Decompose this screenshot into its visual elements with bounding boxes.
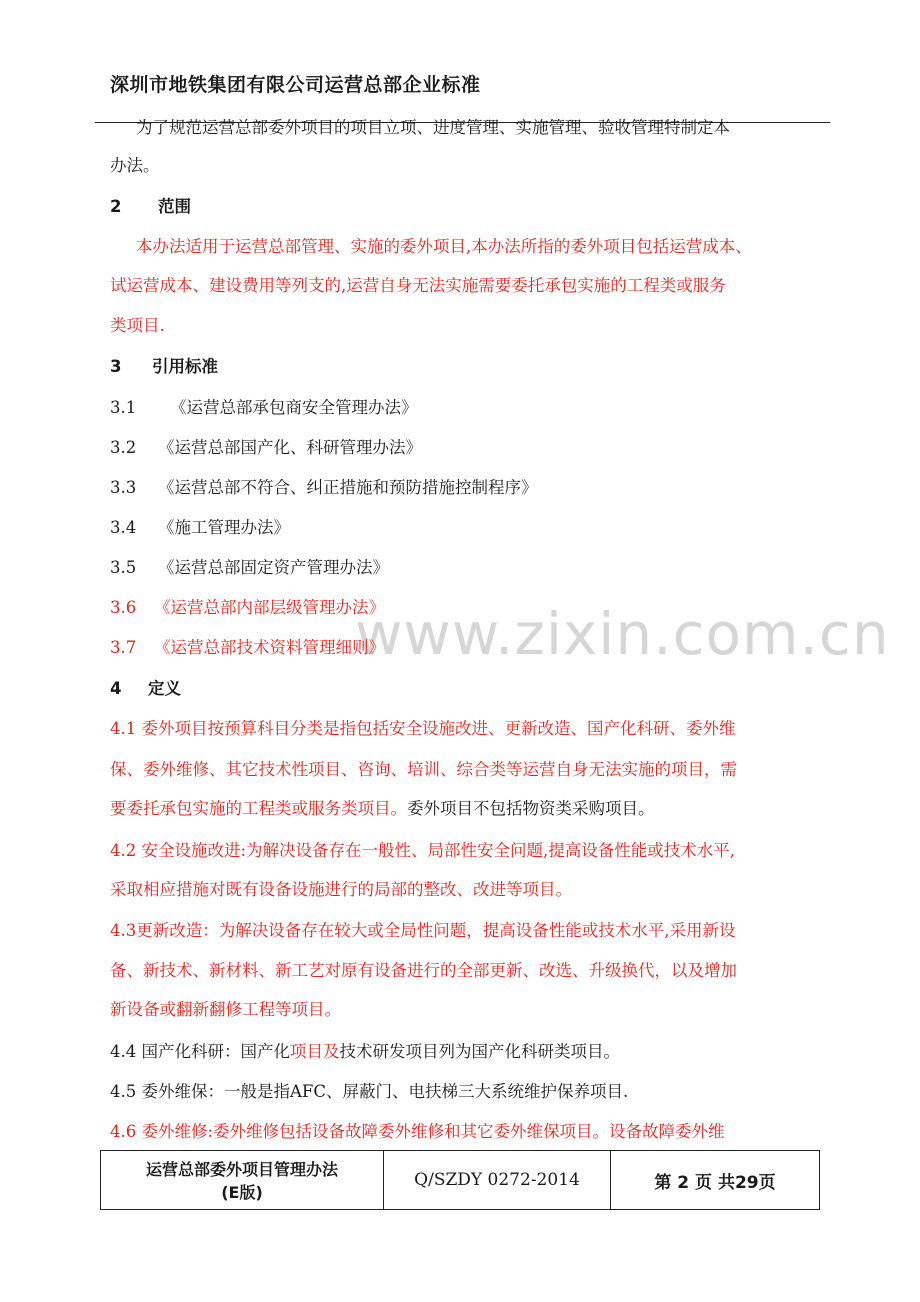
- reference-item: [110, 597, 385, 619]
- document-header: 深圳市地铁集团有限公司运营总部企业标准: [110, 74, 481, 96]
- watermark: www.zixin.com.cn: [355, 600, 890, 668]
- definition-4-2-line-2: 采取相应措施对既有设备设施进行的局部的整改、改进等项目。: [110, 880, 572, 899]
- definition-4-2-line-1: 4.2 安全设施改进:为解决设备存在一般性、局部性安全问题,提高设备性能或技术水平,: [110, 841, 736, 860]
- definition-4-1-line-3: [110, 798, 655, 820]
- reference-number: 3.7: [110, 638, 137, 657]
- reference-item: [110, 397, 418, 419]
- section-4-heading: [110, 678, 181, 700]
- reference-title: 《运营总部不符合、纠正措施和预防措施控制程序》: [158, 478, 538, 497]
- section-3-heading: [110, 356, 218, 378]
- section-title: 引用标准: [152, 357, 218, 376]
- reference-title: 《运营总部固定资产管理办法》: [158, 558, 389, 577]
- reference-number: 3.1: [110, 398, 137, 417]
- reference-title: 《运营总部国产化、科研管理办法》: [158, 438, 422, 457]
- definition-4-3-line-1: 4.3更新改造：为解决设备存在较大或全局性问题，提高设备性能或技术水平,采用新设: [110, 921, 736, 940]
- text-segment: 运营自身无法实施的项目，需: [522, 760, 737, 779]
- footer-document-code: Q/SZDY 0272-2014: [384, 1151, 611, 1209]
- reference-title: 《施工管理办法》: [158, 518, 290, 537]
- section-title: 定义: [148, 679, 181, 698]
- scope-line-1: 本办法适用于运营总部管理、实施的委外项目,本办法所指的委外项目包括运营成本、: [136, 237, 752, 256]
- text-segment: 委外项目不包括物资类采购项目。: [407, 799, 655, 818]
- section-2-heading: [110, 196, 191, 218]
- text-segment: 要委托承包实施的工程类或服务类项目。: [110, 799, 407, 818]
- definition-4-4: [110, 1041, 620, 1063]
- definition-4-5: 4.5 委外维保：一般是指AFC、屏蔽门、电扶梯三大系统维护保养项目.: [110, 1082, 629, 1101]
- section-number: 3: [110, 357, 122, 376]
- definition-4-1-line-2: [110, 759, 737, 781]
- reference-item: [110, 637, 385, 659]
- reference-title: 《运营总部技术资料管理细则》: [154, 638, 385, 657]
- reference-number: 3.2: [110, 438, 137, 457]
- text-segment: 技术研发项目列为国产化科研类项目。: [339, 1042, 620, 1061]
- reference-item: [110, 557, 389, 579]
- reference-title: 《运营总部内部层级管理办法》: [154, 598, 385, 617]
- purpose-line-1: 为了规范运营总部委外项目的项目立项、进度管理、实施管理、验收管理特制定本: [136, 118, 730, 137]
- reference-title: 《运营总部承包商安全管理办法》: [170, 398, 418, 417]
- definition-4-3-line-3: 新设备或翻新翻修工程等项目。: [110, 1000, 341, 1019]
- reference-number: 3.4: [110, 518, 137, 537]
- reference-number: 3.5: [110, 558, 137, 577]
- purpose-line-2: 办法。: [110, 156, 160, 175]
- reference-item: [110, 477, 538, 499]
- scope-line-2: 试运营成本、建设费用等列支的,运营自身无法实施需要委托承包实施的工程类或服务: [110, 276, 726, 295]
- definition-4-6-line-1: 4.6 委外维修:委外维修包括设备故障委外维修和其它委外维保项目。设备故障委外维: [110, 1122, 725, 1141]
- section-number: 2: [110, 197, 122, 216]
- document-name-line-1: 运营总部委外项目管理办法: [145, 1160, 338, 1179]
- reference-number: 3.6: [110, 598, 137, 617]
- reference-item: [110, 437, 422, 459]
- definition-4-3-line-2: 备、新技术、新材料、新工艺对原有设备进行的全部更新、改选、升级换代，以及增加: [110, 961, 737, 980]
- text-segment: 保、委外维修、其它技术性项目、咨询、培训、综合类等: [110, 760, 523, 779]
- text-segment: 4.4 国产化科研：国产化: [110, 1042, 290, 1061]
- reference-item: [110, 517, 290, 539]
- section-title: 范围: [158, 197, 191, 216]
- footer-page-info: 第 2 页 共29页: [654, 1172, 776, 1193]
- footer-table: [100, 1150, 820, 1210]
- reference-number: 3.3: [110, 478, 137, 497]
- document-name-line-2: (E版): [221, 1183, 263, 1202]
- definition-4-1-line-1: 4.1 委外项目按预算科目分类是指包括安全设施改进、更新改造、国产化科研、委外维: [110, 719, 736, 738]
- text-segment: 项目及: [290, 1042, 340, 1061]
- footer-document-name: [101, 1151, 384, 1209]
- section-number: 4: [110, 679, 122, 698]
- scope-line-3: 类项目.: [110, 316, 165, 335]
